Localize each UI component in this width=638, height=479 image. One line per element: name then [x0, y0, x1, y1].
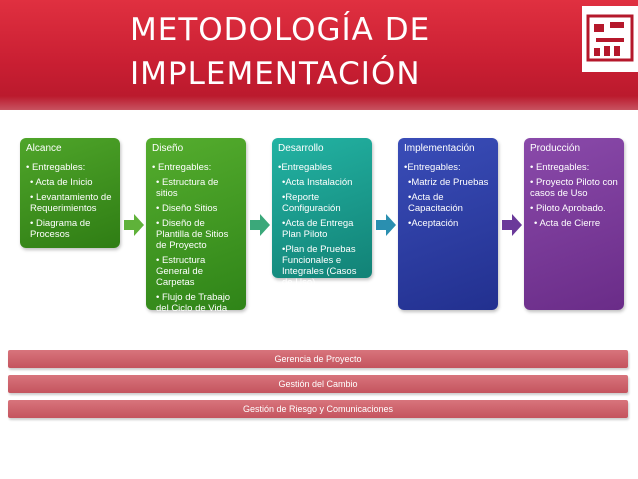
stage-item: • Entregables: [530, 162, 590, 173]
arrow-right-icon [250, 214, 270, 236]
stage-item: • Entregables: [152, 162, 212, 173]
stage-item: •Aceptación [408, 218, 459, 229]
stage-item: • Estructura General de Carpetas [156, 255, 206, 288]
stage-item: • Proyecto Piloto con casos de Uso [530, 177, 618, 199]
university-logo [582, 6, 638, 72]
bar-gestion-riesgo: Gestión de Riesgo y Comunicaciones [8, 400, 628, 418]
stage-produccion [524, 138, 624, 310]
stage-item: • Flujo de Trabajo del Ciclo de Vida de Proyectos [156, 292, 231, 325]
stage-heading: Diseño [152, 143, 184, 154]
stage-desarrollo [272, 138, 372, 288]
stage-item: • Levantamiento de Requerimientos [30, 192, 112, 214]
stage-item: • Acta de Inicio [30, 177, 93, 188]
stage-heading: Desarrollo [278, 143, 324, 154]
stage-item: •Entregables [278, 162, 333, 173]
stage-heading: Implementación [404, 143, 475, 154]
stage-item: •Acta de Entrega Plan Piloto [282, 218, 354, 240]
stage-item: • Entregables: [26, 162, 86, 173]
stage-item: •Plan de Pruebas Funcionales e Integrales (Casos de Uso) [282, 244, 357, 288]
stage-item: • Piloto Aprobado. [530, 203, 606, 214]
stage-item: • Diagrama de Procesos [30, 218, 91, 240]
stage-item: • Estructura de sitios [156, 177, 219, 199]
arrow-right-icon [124, 214, 144, 236]
bar-gestion-cambio: Gestión del Cambio [8, 375, 628, 393]
stage-item: • Acta de Cierre [534, 218, 601, 229]
stage-item: •Entregables: [404, 162, 461, 173]
stage-implementacion [398, 138, 498, 310]
stage-item: •Matriz de Pruebas [408, 177, 489, 188]
stage-heading: Alcance [26, 143, 62, 154]
slide-title: METODOLOGÍA DE IMPLEMENTACIÓN [130, 12, 431, 92]
arrow-right-icon [376, 214, 396, 236]
banner-shade [0, 96, 638, 110]
stage-item: •Acta Instalación [282, 177, 353, 188]
arrow-right-icon [502, 214, 522, 236]
stage-heading: Producción [530, 143, 581, 154]
stage-alcance [20, 138, 120, 248]
stage-item: •Acta de Capacitación [408, 192, 463, 214]
bar-gerencia-proyecto: Gerencia de Proyecto [8, 350, 628, 368]
stage-item: •Reporte Configuración [282, 192, 341, 214]
stage-diseno [146, 138, 246, 325]
stage-item: • Diseño Sitios [156, 203, 218, 214]
stage-item: • Diseño de Plantilla de Sitios de Proyecto [156, 218, 229, 251]
